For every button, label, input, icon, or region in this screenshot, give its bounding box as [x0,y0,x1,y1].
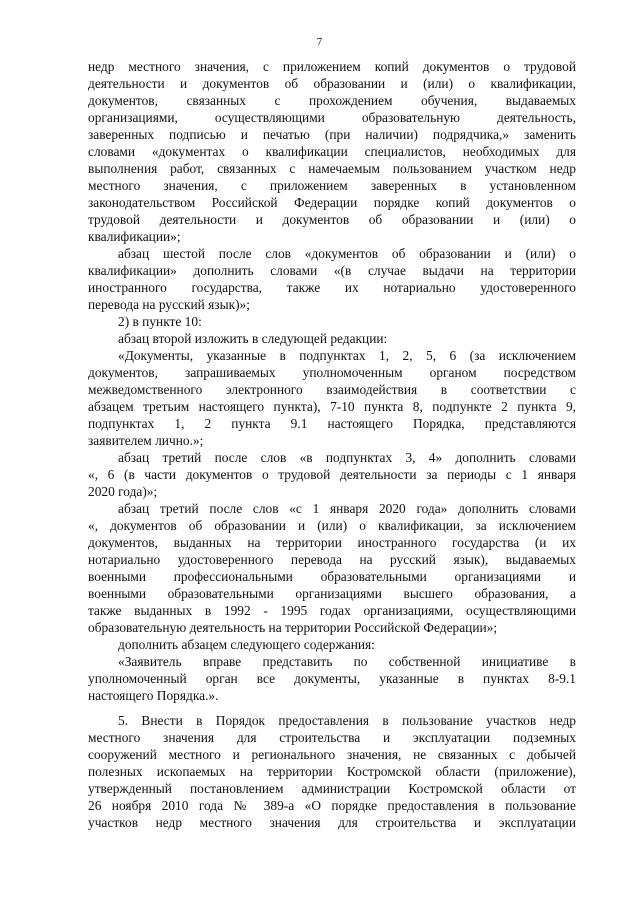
text-line: подпунктах 1, 2 пункта 9.1 настоящего Порядка, представляются [88,416,576,431]
text-line: сооружений местного и регионального значения, не связанных с добычей [88,747,576,762]
text-line: абзац шестой после слов «документов об образовании и (или) о [118,246,576,261]
text-line: документов, связанных с прохождением обучения, выдаваемых [88,93,576,108]
text-line: местного значения, с приложением заверенных в установленном [88,178,576,193]
text-line: полезных ископаемых на территории Костромской области (приложение), [88,764,576,779]
text-line: дополнить абзацем следующего содержания: [118,637,375,652]
text-line: «Заявитель вправе представить по собственной инициативе в [118,654,576,669]
text-line: словами «документах о квалификации специалистов, необходимых для [88,144,576,159]
text-line: нотариально удостоверенного перевода на русский язык), выдаваемых [88,552,576,567]
text-line: документов, запрашиваемых уполномоченным органом посредством [88,365,576,380]
text-line: абзац второй изложить в следующей редакции: [118,331,388,346]
text-line: уполномоченный орган все документы, указанные в пунктах 8-9.1 [88,671,576,686]
text-line: перевода на русский язык)»; [88,297,250,312]
text-line: военными профессиональными образовательными организациями и [88,569,576,584]
text-line: образовательную деятельность на территории Российской Федерации»; [88,620,498,635]
page-number: 7 [316,36,323,48]
text-line: заявителем лично.»; [88,433,204,448]
text-line: участков недр местного значения для строительства и эксплуатации [88,815,576,830]
text-line: законодательством Российской Федерации порядке копий документов о [88,195,576,210]
text-line: местного значения для строительства и эксплуатации подземных [88,730,576,745]
text-line: абзац третий после слов «в подпунктах 3, 4» дополнить словами [118,450,576,465]
text-line: трудовой деятельности и документов об образовании и (или) о [88,212,576,227]
text-line: «, 6 (в части документов о трудовой деятельности за периоды с 1 января [88,467,576,482]
text-line: 2) в пункте 10: [118,314,202,329]
text-line: выполнения работ, связанных с намечаемым пользованием участком недр [88,161,576,176]
text-line: 26 ноября 2010 года № 389-а «О порядке предоставления в пользование [88,798,576,813]
text-line: 2020 года)»; [88,484,158,499]
text-line: деятельности и документов об образовании и (или) о квалификации, [88,76,576,91]
text-line: заверенных подписью и печатью (при наличии) подрядчика,» заменить [88,127,576,142]
text-line: «, документов об образовании и (или) о квалификации, за исключением [88,518,576,533]
text-line: настоящего Порядка.». [88,688,219,703]
text-line: иностранного государства, также их нотариально удостоверенного [88,280,576,295]
text-line: организациями, осуществляющими образовательную деятельность, [88,110,576,125]
text-line: абзац третий после слов «с 1 января 2020 года» дополнить словами [118,501,576,516]
text-line: абзацем третьим настоящего пункта), 7-10 пункта 8, подпункте 2 пункта 9, [88,399,576,414]
text-line: документов, выданных на территории иностранного государства (и их [88,535,576,550]
text-line: квалификации» дополнить словами «(в случае выдачи на территории [88,263,576,278]
text-line: также выданных в 1992 - 1995 годах организациями, осуществляющими [88,603,576,618]
text-line: недр местного значения, с приложением копий документов о трудовой [88,59,576,74]
text-line: квалификации»; [88,229,181,244]
text-line: утвержденный постановлением администрации Костромской области от [88,781,576,796]
document-body [88,58,576,831]
text-line: «Документы, указанные в подпунктах 1, 2, 5, 6 (за исключением [118,348,576,363]
text-line: 5. Внести в Порядок предоставления в пользование участков недр [118,713,576,728]
text-line: межведомственного электронного взаимодействия в соответствии с [88,382,576,397]
text-line: военными образовательными организациями высшего образования, а [88,586,576,601]
